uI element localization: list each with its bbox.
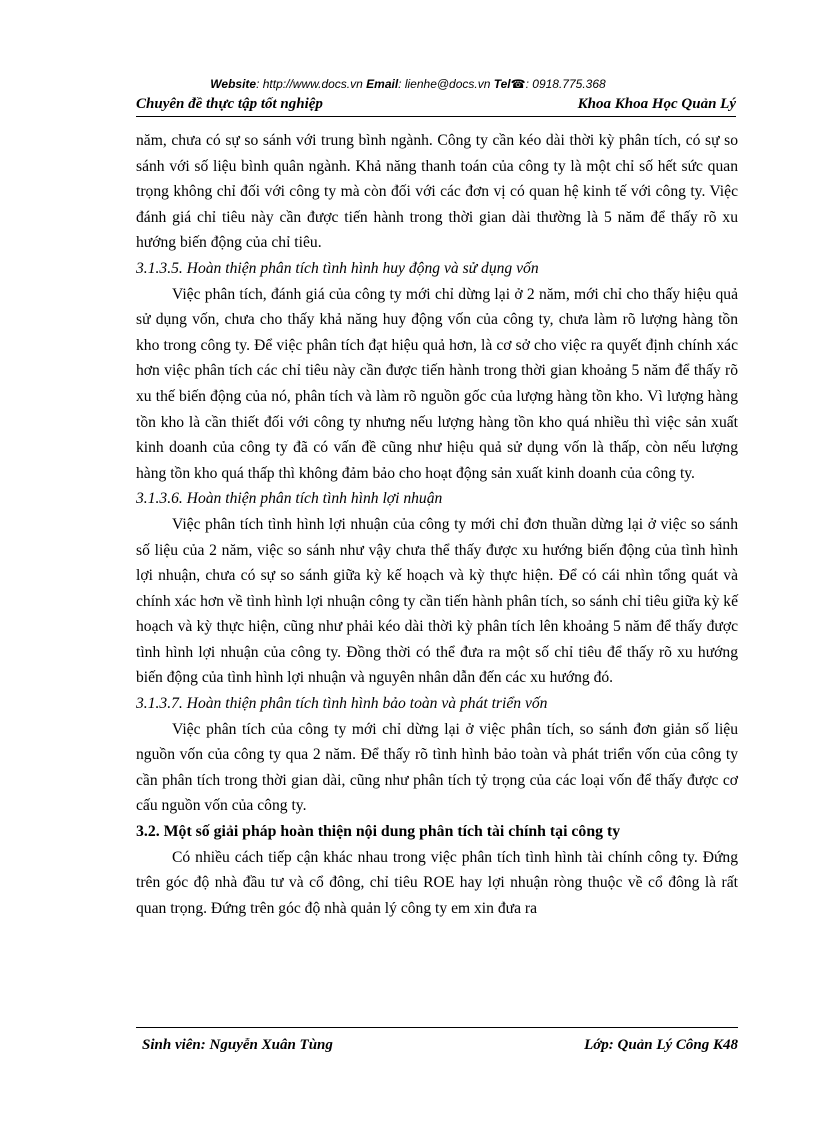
tel-value: : 0918.775.368: [525, 77, 606, 91]
running-footer: [136, 1027, 738, 1052]
page-body: [136, 128, 738, 921]
student-name: Sinh viên: Nguyễn Xuân Tùng: [142, 1037, 333, 1053]
running-header: [136, 94, 736, 117]
section-heading-3136: 3.1.3.6. Hoàn thiện phân tích tình hình lợi nhuận: [136, 490, 443, 508]
paragraph-continued: năm, chưa có sự so sánh với trung bình ngành. Công ty cần kéo dài thời kỳ phân tích, có sự so sánh với số liệu bình quân ngành. Khả năng thanh toán của công ty là một chỉ số hết sức quan trọng không chỉ đối với công ty mà còn đối với các đơn vị có quan hệ kinh tế với công ty. Việc đánh giá chỉ tiêu này cần được tiến hành trong thời gian dài thường là 5 năm để thấy rõ xu hướng biến động của chỉ tiêu.: [136, 132, 738, 252]
phone-icon: ☎: [510, 77, 526, 91]
website-label: Website: [210, 77, 257, 91]
tel-label: Tel: [493, 77, 511, 91]
section-heading-32: 3.2. Một số giải pháp hoàn thiện nội dung phân tích tài chính tại công ty: [136, 823, 621, 841]
email-label: Email: [366, 77, 399, 91]
email-value: : lienhe@docs.vn: [398, 77, 491, 91]
faculty-name: Khoa Khoa Học Quản Lý: [577, 96, 736, 112]
section-heading-3137: 3.1.3.7. Hoàn thiện phân tích tình hình bảo toàn và phát triển vốn: [136, 695, 548, 713]
paragraph-capital-mobilization: Việc phân tích, đánh giá của công ty mới chỉ dừng lại ở 2 năm, mới chỉ cho thấy hiệu quả sử dụng vốn, chưa cho thấy khả năng huy động vốn của công ty, chưa làm rõ lượng hàng tồn kho trong công ty. Để việc phân tích đạt hiệu quả hơn, là cơ sở cho việc ra quyết định chính xác hơn việc phân tích các chỉ tiêu này cần được tiến hành trong thời gian khoảng 5 năm để thấy rõ xu thế biến động của nó, phân tích và làm rõ nguồn gốc của lượng hàng tồn kho. Vì lượng hàng tồn kho là cần thiết đối với công ty nhưng nếu lượng hàng tồn kho quá nhiều thì việc sản xuất kinh doanh của công ty đã có vấn đề cũng như hiệu quả sử dụng vốn là thấp, còn nếu lượng hàng tồn kho quá thấp thì không đảm bảo cho hoạt động sản xuất kinh doanh của công ty.: [136, 285, 738, 482]
class-name: Lớp: Quản Lý Công K48: [584, 1037, 738, 1053]
paragraph-solutions: Có nhiều cách tiếp cận khác nhau trong việc phân tích tình hình tài chính công ty. Đứng trên góc độ nhà đầu tư và cổ đông, chỉ tiêu ROE hay lợi nhuận ròng thuộc về cổ đông là rất quan trọng. Đứng trên góc độ nhà quản lý công ty em xin đưa ra: [136, 848, 738, 917]
paragraph-capital-preservation: Việc phân tích của công ty mới chỉ dừng lại ở việc phân tích, so sánh đơn giản số liệu nguồn vốn của công ty qua 2 năm. Để thấy rõ tình hình bảo toàn và phát triển vốn của công ty cần phân tích trong thời gian dài, cũng như phân tích tỷ trọng của các loại vốn để thấy được cơ cấu nguồn vốn của công ty.: [136, 720, 738, 815]
section-heading-3135: 3.1.3.5. Hoàn thiện phân tích tình hình huy động và sử dụng vốn: [136, 259, 539, 277]
paragraph-profit-analysis: Việc phân tích tình hình lợi nhuận của công ty mới chỉ đơn thuần dừng lại ở việc so sánh số liệu của 2 năm, việc so sánh như vậy chưa thể thấy được xu hướng biến động của tình hình lợi nhuận, chưa có sự so sánh giữa kỳ kế hoạch và kỳ thực hiện. Để có cái nhìn tổng quát và chính xác hơn về tình hình lợi nhuận công ty cần tiến hành phân tích, so sánh chỉ tiêu giữa kỳ kế hoạch và kỳ thực hiện, cũng như phải kéo dài thời kỳ phân tích lên khoảng 5 năm để thấy được tình hình lợi nhuận của công ty. Đồng thời có thể đưa ra một số chỉ tiêu để thấy rõ xu hướng biến động của tình hình lợi nhuận và nguyên nhân dẫn đến các xu hướng đó.: [136, 515, 738, 687]
website-contact-line: [0, 76, 816, 92]
website-value: : http://www.docs.vn: [256, 77, 363, 91]
report-title: Chuyên đề thực tập tốt nghiệp: [136, 96, 323, 112]
